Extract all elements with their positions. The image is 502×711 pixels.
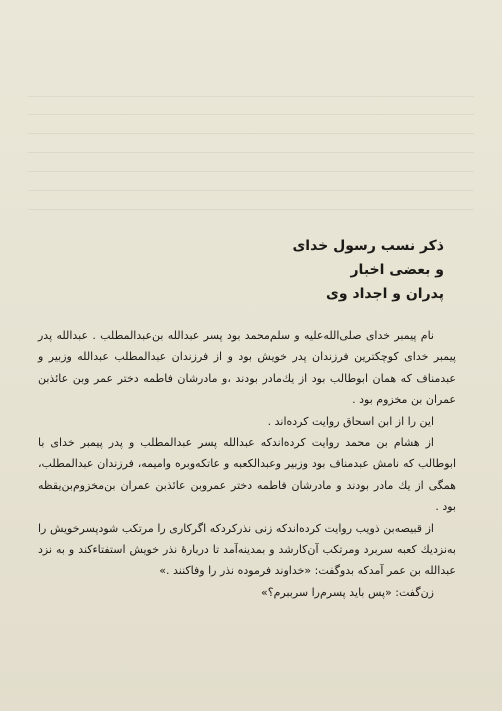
heading-line: و بعضی اخبار xyxy=(350,262,444,278)
heading-line: پدران و اجداد وی xyxy=(326,286,444,302)
paragraph: زن‌گفت: «پس باید پسرم‌را سرببرم؟» xyxy=(261,585,434,599)
bleed-through-line xyxy=(28,114,474,115)
chapter-heading xyxy=(184,234,444,306)
paragraph: از قبیصه‌بن ذویب روایت کرده‌اندکه زنی نذرکردکه اگرکاری را مرتکب شود‌پسرخویش را به‌نزدیك کعبه سربرد ومرتکب آن‌کارشد و بمدینه‌آمد تا دربارهٔ نذر خویش استفتا‌ءکند و به نزد عبدالله بن عمر آمدکه بدوگفت: «خداوند فرموده نذر را وفاکنند .» xyxy=(38,521,456,578)
bleed-through-line xyxy=(28,152,474,153)
body-text xyxy=(38,325,456,603)
bleed-through-line xyxy=(28,190,474,191)
bleed-through-line xyxy=(28,171,474,172)
paragraph: این را از ابن اسحاق روایت کرده‌اند . xyxy=(267,414,434,428)
bleed-through-line xyxy=(28,209,474,210)
paragraph: از هشام بن محمد روایت کرده‌اندکه عبدالله پسر عبدالمطلب و پدر پیمبر خدای با ابوطالب که نامش عبدمناف بود وزبیر وعبدالکعبه و عاتکه‌وبره وامیمه، فرزندان عبدالمطلب، همگی از یك مادر بودند و مادرشان فاطمه دختر عمروبن عائذبن عمران بن‌مخزوم‌بن‌یقظه بود . xyxy=(38,436,456,514)
paragraph: نام پیمبر خدای صلی‌الله‌علیه و سلم‌محمد بود پسر عبدالله بن‌عبدالمطلب . عبدالله پدر پیمبر خدای کوچکترین فرزندان پدر خویش بود و از فرزندان عبدالمطلب عبدالله وزبیر و عبدمناف که همان ابوطالب بود از یك‌مادر بودند ،و مادرشان فاطمه دختر عمر وبن عائذبن عمران بن مخزوم بود . xyxy=(38,329,456,407)
bleed-through-line xyxy=(28,133,474,134)
bleed-through-line xyxy=(28,96,474,97)
heading-line: ذکر نسب رسول خدای xyxy=(292,238,444,254)
